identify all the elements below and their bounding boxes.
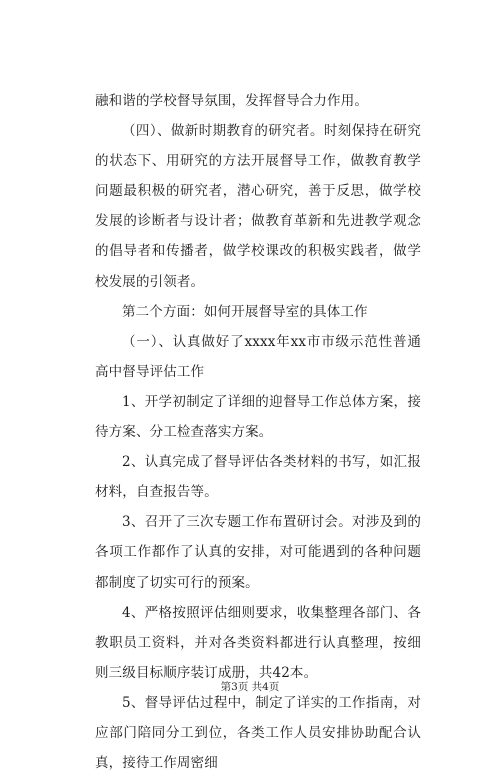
- page-number-footer: 第3页 共4页: [220, 681, 280, 693]
- list-item-4: 4、严格按照评估细则要求，收集整理各部门、各教职员工资料，并对各类资料都进行认真整理，按细则三级目标顺序装订成册，共42本。: [95, 604, 421, 681]
- list-item-5: 5、督导评估过程中，制定了详实的工作指南，对应部门陪同分工到位，各类工作人员安排协助配合认真，接待工作周密细: [95, 694, 421, 772]
- list-item-2: 2、认真完成了督导评估各类材料的书写，如汇报材料，自查报告等。: [95, 454, 421, 501]
- section-heading-second-aspect: 第二个方面：如何开展督导室的具体工作: [122, 303, 368, 320]
- list-item-1: 1、开学初制定了详细的迎督导工作总体方案，接待方案、分工检查落实方案。: [95, 393, 421, 441]
- subsection-heading-evaluation: （一）、认真做好了xxxx年xx市市级示范性普通高中督导评估工作: [95, 333, 421, 380]
- paragraph-continuation: 融和谐的学校督导氛围，发挥督导合力作用。: [95, 93, 368, 109]
- list-item-3: 3、召开了三次专题工作布置研讨会。对涉及到的各项工作都作了认真的安排，对可能遇到的各种问题都制度了切实可行的预案。: [95, 514, 421, 591]
- paragraph-researcher: （四）、做新时期教育的研究者。时刻保持在研究的状态下、用研究的方法开展督导工作，做教育教学问题最积极的研究者，潜心研究，善于反思，做学校发展的诊断者与设计者；做教育革新和先进教学观念的倡导者和传播者，做学校课改的积极实践者，做学校发展的引领者。: [95, 123, 421, 290]
- document-body: [95, 86, 421, 778]
